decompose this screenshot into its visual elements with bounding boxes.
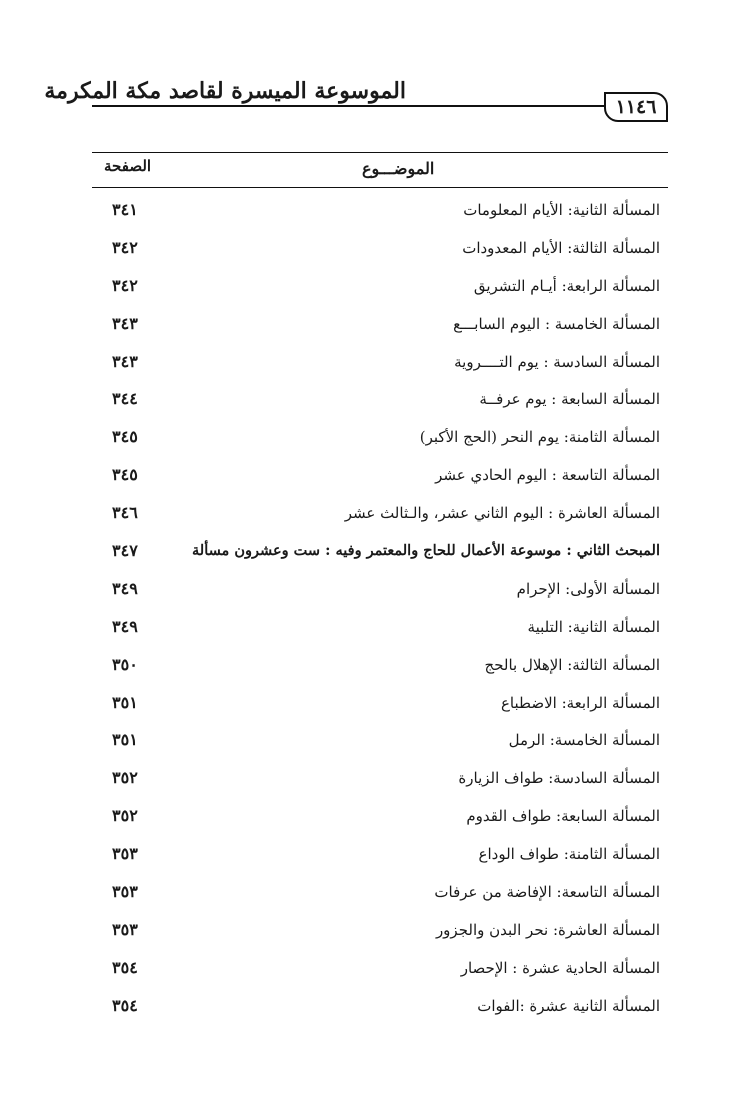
table-of-contents [92,192,668,1026]
toc-page-number: ٣٤٧ [112,541,138,561]
toc-page-number: ٣٥٣ [112,919,138,939]
toc-row [92,533,668,571]
toc-topic: المسألة التاسعة: الإفاضة من عرفات [434,883,660,902]
toc-row [92,760,668,798]
toc-page-number: ٣٤٢ [112,275,138,295]
toc-row [92,192,668,230]
toc-topic: المسألة العاشرة : اليوم الثاني عشر، والـثالث عشر [344,504,660,523]
toc-row [92,685,668,723]
toc-topic: المسألة الثانية: التلبية [527,617,660,636]
toc-page-number: ٣٥١ [112,692,138,712]
toc-topic: المسألة الرابعة: الاضطباع [500,693,660,712]
book-title: الموسوعة الميسرة لقاصد مكة المكرمة [44,78,406,104]
toc-row [92,268,668,306]
toc-topic: المسألة الثانية عشرة :الفوات [477,996,660,1015]
toc-topic: المسألة الثامنة: يوم النحر (الحج الأكبر) [419,428,660,447]
toc-topic: المسألة السابعة: طواف القدوم [466,807,660,826]
toc-page-number: ٣٥٠ [112,654,138,674]
toc-topic: المسألة السابعة : يوم عرفــة [479,390,660,409]
toc-page-number: ٣٤٣ [112,351,138,371]
toc-topic: المسألة الحادية عشرة : الإحصار [460,958,660,977]
toc-topic: المسألة الخامسة : اليوم السابـــع [453,314,660,333]
toc-topic: المسألة الثانية: الأيام المعلومات [463,201,660,219]
toc-page-number: ٣٤٢ [112,237,138,257]
toc-row [92,457,668,495]
toc-topic: المسألة العاشرة: نحر البدن والجزور [435,920,660,939]
toc-row [92,874,668,912]
toc-row [92,988,668,1026]
toc-row [92,798,668,836]
toc-page-number: ٣٥٤ [112,957,138,977]
toc-topic: المسألة التاسعة : اليوم الحادي عشر [435,466,660,485]
toc-row [92,571,668,609]
toc-page-number: ٣٥٤ [112,995,138,1015]
toc-row [92,381,668,419]
toc-column-header [92,152,668,188]
toc-topic: المسألة السادسة: طواف الزيارة [458,769,660,788]
toc-page-number: ٣٤٥ [112,427,138,447]
toc-topic: المسألة الأولى: الإحرام [516,579,660,598]
toc-topic: المسألة الثالثة: الإهلال بالحج [484,655,660,674]
toc-row [92,419,668,457]
toc-row [92,344,668,382]
toc-row [92,230,668,268]
header-top-rule [92,152,668,153]
toc-row [92,306,668,344]
toc-topic: المسألة الثالثة: الأيام المعدودات [462,238,660,257]
toc-page-number: ٣٥٣ [112,882,138,902]
page-column-heading: الصفحة [104,157,152,175]
toc-topic: المسألة الخامسة: الرمل [508,731,660,750]
toc-page-number: ٣٤٩ [112,578,138,598]
toc-row [92,836,668,874]
header-rule [92,105,604,107]
toc-topic: المسألة السادسة : يوم التــــروية [454,352,660,371]
toc-page-number: ٣٤٩ [112,616,138,636]
toc-topic: المسألة الثامنة: طواف الوداع [478,845,660,864]
header-bottom-rule [92,187,668,188]
toc-row [92,495,668,533]
toc-topic: المسألة الرابعة: أيـام التشريق [473,276,660,295]
toc-page-number: ٣٤٤ [112,389,138,409]
toc-page-number: ٣٤٦ [112,503,138,523]
topic-column-heading: الموضـــوع [362,159,435,178]
page-number: ١١٤٦ [615,96,657,118]
page-number-badge [604,92,668,122]
toc-page-number: ٣٤١ [112,200,138,219]
toc-page-number: ٣٤٣ [112,313,138,333]
toc-row [92,722,668,760]
toc-row [92,609,668,647]
toc-row [92,647,668,685]
toc-page-number: ٣٤٥ [112,465,138,485]
toc-page-number: ٣٥٢ [112,806,138,826]
toc-topic: المبحث الثاني : موسوعة الأعمال للحاج والمعتمر وفيه : ست وعشرون مسألة [192,542,660,560]
toc-page-number: ٣٥١ [112,730,138,750]
toc-page-number: ٣٥٣ [112,844,138,864]
toc-row [92,912,668,950]
running-header [44,72,668,132]
toc-page-number: ٣٥٢ [112,768,138,788]
toc-row [92,950,668,988]
